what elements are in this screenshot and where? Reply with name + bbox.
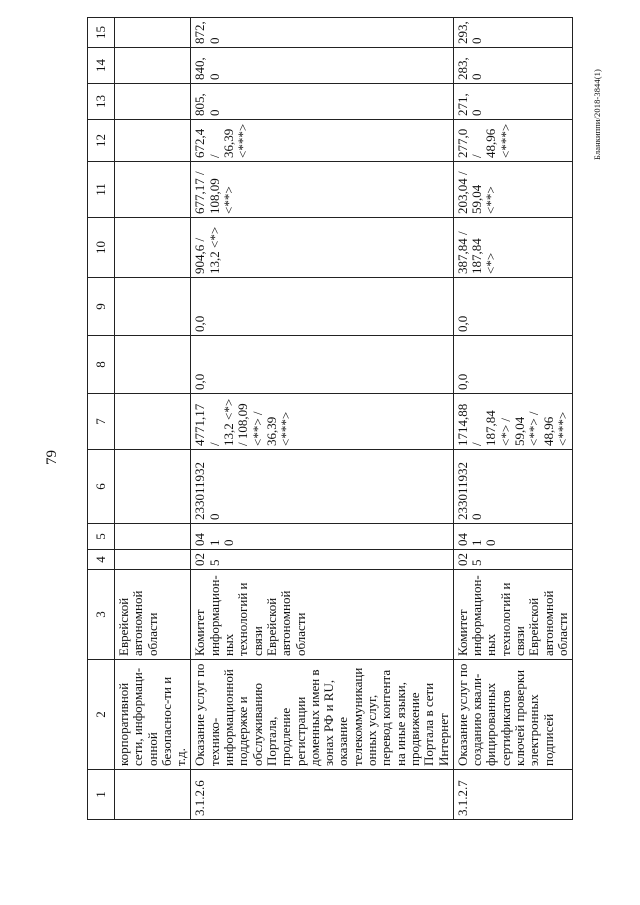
table-cell: 277,0 / 48,96 <***> (453, 120, 572, 162)
table-cell: 805,0 (191, 84, 453, 120)
table-cell: 3.1.2.6 (191, 770, 453, 820)
table-cell: 025 (191, 550, 453, 570)
table-cell (115, 218, 191, 278)
table-cell: 0,0 (453, 278, 572, 336)
table-cell (115, 84, 191, 120)
table-cell: 672,4 / 36,39 <***> (191, 120, 453, 162)
table-cell (115, 770, 191, 820)
table-cell (115, 48, 191, 84)
table-cell: Оказание услуг по технико-информационной поддержке и обслуживанию Портала, продление регистрации доменных имен в зонах РФ и RU, оказание телекоммуникационных услуг, перевод контента на иные языки, продвижение Портала в сети Интернет (191, 660, 453, 770)
budget-table (87, 17, 573, 820)
table-cell (115, 278, 191, 336)
header-cell: 1 (88, 770, 115, 820)
header-cell: 11 (88, 162, 115, 218)
table-cell: 233011932 0 (191, 450, 453, 524)
header-cell: 7 (88, 394, 115, 450)
table-row (191, 18, 453, 820)
table-cell: 0,0 (191, 336, 453, 394)
header-cell: 6 (88, 450, 115, 524)
page-number: 79 (44, 450, 60, 465)
table-cell: Еврейской автономной области (115, 570, 191, 660)
table-cell: Оказание услуг по созданию квали-фицированных сертификатов ключей проверки электронных подписей (453, 660, 572, 770)
header-cell: 4 (88, 550, 115, 570)
table-cell: 293,0 (453, 18, 572, 48)
header-cell: 15 (88, 18, 115, 48)
table-cell (115, 550, 191, 570)
table-cell: 904,6 / 13,2 <*> (191, 218, 453, 278)
table-cell (115, 336, 191, 394)
table-cell (115, 162, 191, 218)
table-cell: 840,0 (191, 48, 453, 84)
header-cell: 12 (88, 120, 115, 162)
document-footer: Бланкиппи/2018-3844(1) (592, 69, 602, 160)
table-cell: 3.1.2.7 (453, 770, 572, 820)
header-cell: 5 (88, 524, 115, 550)
table-cell: 233011932 0 (453, 450, 572, 524)
table-cell: 677,17 / 108,09 <**> (191, 162, 453, 218)
header-row (88, 18, 115, 820)
table-cell (115, 120, 191, 162)
table-cell: Комитет информацион-ных технологий и связи Еврейской автономной области (191, 570, 453, 660)
table-cell: 041 0 (453, 524, 572, 550)
header-cell: 14 (88, 48, 115, 84)
table-cell: 283,0 (453, 48, 572, 84)
table-cell: 271,0 (453, 84, 572, 120)
header-cell: 10 (88, 218, 115, 278)
table-cell (115, 524, 191, 550)
table-cell: Комитет информацион-ных технологий и связи Еврейской автономной области (453, 570, 572, 660)
table-cell: 203,04 / 59,04 <**> (453, 162, 572, 218)
table-cell: корпоративной сети, информаци-онной безопаснос-ти и т.д. (115, 660, 191, 770)
header-cell: 3 (88, 570, 115, 660)
table-row (115, 18, 191, 820)
header-cell: 2 (88, 660, 115, 770)
table-row (453, 18, 572, 820)
table-cell: 4771,17 / 13,2 <*> / 108,09 <**> / 36,39 <***> (191, 394, 453, 450)
table-cell: 1714,88 / 187,84 <*> / 59,04 <**> / 48,96 <***> (453, 394, 572, 450)
header-cell: 8 (88, 336, 115, 394)
table-cell: 0,0 (453, 336, 572, 394)
header-cell: 13 (88, 84, 115, 120)
table-cell: 872,0 (191, 18, 453, 48)
header-cell: 9 (88, 278, 115, 336)
table-cell: 0,0 (191, 278, 453, 336)
table-cell (115, 394, 191, 450)
table-cell (115, 450, 191, 524)
table-cell: 387,84 / 187,84 <*> (453, 218, 572, 278)
table-cell: 025 (453, 550, 572, 570)
table-cell: 041 0 (191, 524, 453, 550)
table-cell (115, 18, 191, 48)
